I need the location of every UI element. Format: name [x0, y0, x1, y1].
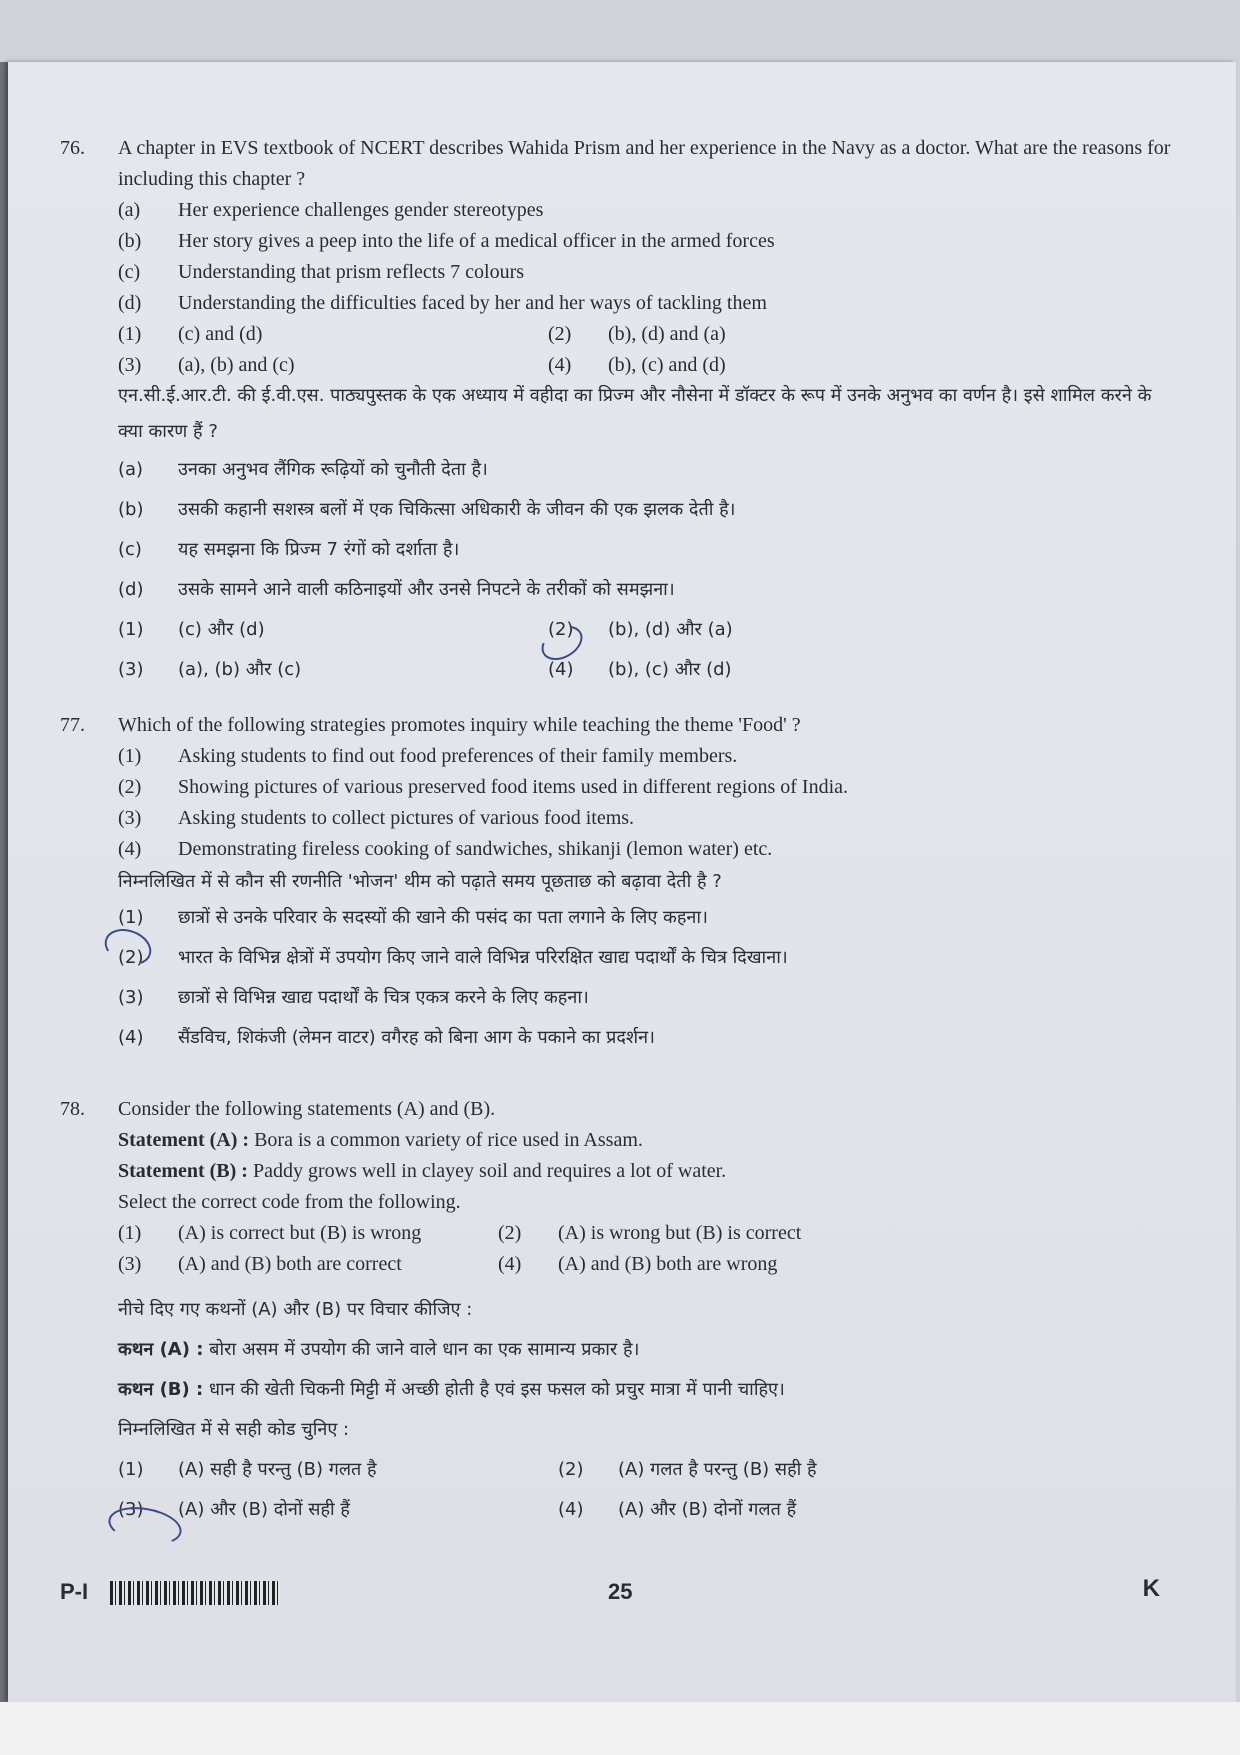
instruction-text: Select the correct code from the following. — [118, 1191, 461, 1213]
statement-item: (c) यह समझना कि प्रिज्म 7 रंगों को दर्शाता है। — [118, 539, 460, 560]
option-row — [60, 319, 1180, 350]
option-row — [60, 1218, 1180, 1249]
option-1: (1) (c) and (d) — [118, 323, 263, 345]
question-text: Consider the following statements (A) and (B). — [118, 1098, 496, 1120]
barcode — [110, 1581, 280, 1605]
option-2: (2) (A) is wrong but (B) is correct — [498, 1222, 802, 1244]
option-2: (2) (b), (d) और (a) — [548, 619, 733, 640]
option-2: (2) (A) गलत है परन्तु (B) सही है — [558, 1459, 817, 1480]
statement-b: Statement (B) : Paddy grows well in clayey soil and requires a lot of water. — [118, 1160, 727, 1182]
option-3: (3) (A) and (B) both are correct — [118, 1253, 402, 1275]
option-1: (1) (A) सही है परन्तु (B) गलत है — [118, 1459, 377, 1480]
option-4: (4) (A) और (B) दोनों गलत हैं — [558, 1499, 797, 1520]
option-row — [60, 1490, 1180, 1530]
option-row — [60, 1450, 1180, 1490]
question-number: 76. — [60, 137, 85, 159]
option-row — [60, 1249, 1180, 1280]
statement-a: Statement (A) : Bora is a common variety of rice used in Assam. — [118, 1129, 643, 1151]
statement-item: (a) उनका अनुभव लैंगिक रूढ़ियों को चुनौती देता है। — [118, 459, 488, 480]
statement-item: (a) Her experience challenges gender stereotypes — [118, 199, 544, 221]
question-76 — [60, 133, 1180, 381]
statement-a-hindi: कथन (A) : बोरा असम में उपयोग की जाने वाले धान का एक सामान्य प्रकार है। — [118, 1339, 640, 1360]
statement-b-hindi: कथन (B) : धान की खेती चिकनी मिट्टी में अच्छी होती है एवं इस फसल को प्रचुर मात्रा में पानी चाहिए। — [118, 1379, 785, 1400]
question-78 — [60, 1094, 1180, 1280]
statement-item: (d) उसके सामने आने वाली कठिनाइयों और उनसे निपटने के तरीकों को समझना। — [118, 579, 675, 600]
option-1: (1) Asking students to find out food preferences of their family members. — [118, 745, 738, 767]
question-77-hindi — [60, 866, 1180, 1058]
option-4: (4) (b), (c) और (d) — [548, 659, 732, 680]
page-number: 25 — [608, 1579, 633, 1604]
question-number: 77. — [60, 714, 85, 736]
question-number: 78. — [60, 1098, 85, 1120]
option-1: (1) (c) और (d) — [118, 619, 265, 640]
page-footer — [60, 1575, 1180, 1615]
question-78-hindi — [60, 1290, 1180, 1530]
option-2: (2) भारत के विभिन्न क्षेत्रों में उपयोग किए जाने वाले विभिन्न परिरक्षित खाद्य पदार्थों के चित्र दिखाना। — [118, 947, 788, 968]
option-3: (3) (a), (b) और (c) — [118, 659, 302, 680]
statement-item: (c) Understanding that prism reflects 7 colours — [118, 261, 525, 283]
statement-item: (b) उसकी कहानी सशस्त्र बलों में एक चिकित्सा अधिकारी के जीवन की एक झलक देती है। — [118, 499, 736, 520]
statement-item: (b) Her story gives a peep into the life of a medical officer in the armed forces — [118, 230, 775, 252]
option-3: (3) Asking students to collect pictures of various food items. — [118, 807, 635, 829]
page-edge — [0, 62, 8, 1702]
option-3: (3) (A) और (B) दोनों सही हैं — [118, 1499, 350, 1520]
question-text-hindi: एन.सी.ई.आर.टी. की ई.वी.एस. पाठ्यपुस्तक के एक अध्याय में वहीदा का प्रिज्म और नौसेना में डॉक्टर के रूप में उनके अनुभव का वर्णन है। इसे शामिल करने के क्या कारण हैं ? — [118, 385, 1152, 442]
set-code: K — [1142, 1575, 1160, 1602]
instruction-text-hindi: निम्नलिखित में से सही कोड चुनिए : — [118, 1419, 350, 1440]
question-text-hindi: नीचे दिए गए कथनों (A) और (B) पर विचार कीजिए : — [118, 1299, 473, 1320]
option-1: (1) (A) is correct but (B) is wrong — [118, 1222, 422, 1244]
option-4: (4) सैंडविच, शिकंजी (लेमन वाटर) वगैरह को बिना आग के पकाने का प्रदर्शन। — [118, 1027, 655, 1048]
option-4: (4) (b), (c) and (d) — [548, 354, 726, 376]
option-2: (2) (b), (d) and (a) — [548, 323, 726, 345]
question-text-hindi: निम्नलिखित में से कौन सी रणनीति 'भोजन' थीम को पढ़ाते समय पूछताछ को बढ़ावा देती है ? — [118, 871, 722, 892]
background-surface — [0, 1702, 1240, 1755]
option-3: (3) (a), (b) and (c) — [118, 354, 295, 376]
question-77 — [60, 710, 1180, 865]
option-row — [60, 650, 1180, 690]
option-row — [60, 610, 1180, 650]
option-row — [60, 350, 1180, 381]
question-text: A chapter in EVS textbook of NCERT describes Wahida Prism and her experience in the Navy as a doctor. What are the reasons for including this chapter ? — [118, 137, 1171, 190]
option-3: (3) छात्रों से विभिन्न खाद्य पदार्थों के चित्र एकत्र करने के लिए कहना। — [118, 987, 589, 1008]
statement-item: (d) Understanding the difficulties faced by her and her ways of tackling them — [118, 292, 767, 314]
question-text: Which of the following strategies promotes inquiry while teaching the theme 'Food' ? — [118, 714, 801, 736]
option-4: (4) Demonstrating fireless cooking of sandwiches, shikanji (lemon water) etc. — [118, 838, 773, 860]
option-2: (2) Showing pictures of various preserved food items used in different regions of India. — [118, 776, 849, 798]
paper-code: P-I — [60, 1579, 89, 1604]
option-1: (1) छात्रों से उनके परिवार के सदस्यों की खाने की पसंद का पता लगाने के लिए कहना। — [118, 907, 708, 928]
option-4: (4) (A) and (B) both are wrong — [498, 1253, 778, 1275]
question-76-hindi — [60, 378, 1180, 690]
